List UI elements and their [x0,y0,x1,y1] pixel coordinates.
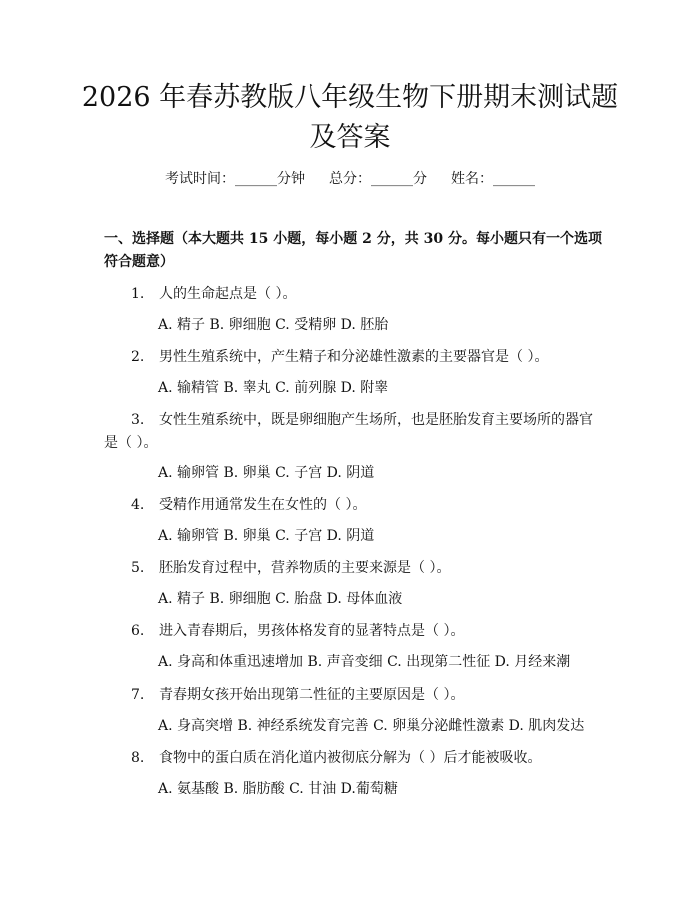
section-heading: 一、选择题（本大题共 15 小题，每小题 2 分，共 30 分。每小题只有一个选项符合题意） [104,231,602,270]
exam-info [0,168,700,188]
question-number: 5. [131,560,145,576]
question-number: 8. [131,750,145,766]
question-1 [131,283,296,306]
question-8 [131,747,541,770]
question-number: 2. [131,349,145,365]
question-5 [131,557,450,580]
page-title [60,78,640,158]
question-3 [104,409,604,455]
question-text: 女性生殖系统中，既是卵细胞产生场所，也是胚胎发育主要场所的器官是（ ）。 [104,412,593,451]
question-number: 4. [131,497,145,513]
question-3-options: A. 输卵管 B. 卵巢 C. 子宫 D. 阴道 [158,465,375,481]
question-1-options: A. 精子 B. 卵细胞 C. 受精卵 D. 胚胎 [158,317,389,333]
question-4 [131,494,366,517]
question-4-options: A. 输卵管 B. 卵巢 C. 子宫 D. 阴道 [158,528,375,544]
student-name-field: 姓名：______ [451,171,535,187]
question-text: 进入青春期后，男孩体格发育的显著特点是（ ）。 [159,623,465,639]
question-6-options: A. 身高和体重迅速增加 B. 声音变细 C. 出现第二性征 D. 月经来潮 [158,654,571,670]
question-7-options: A. 身高突增 B. 神经系统发育完善 C. 卵巢分泌雌性激素 D. 肌肉发达 [158,718,585,734]
question-text: 受精作用通常发生在女性的（ ）。 [159,497,367,513]
question-2-options: A. 输精管 B. 睾丸 C. 前列腺 D. 附睾 [158,380,389,396]
title-line-1: 2026 年春苏教版八年级生物下册期末测试题 [81,82,619,113]
question-text: 食物中的蛋白质在消化道内被彻底分解为（ ）后才能被吸收。 [159,750,542,766]
question-number: 7. [131,687,145,703]
question-text: 男性生殖系统中，产生精子和分泌雄性激素的主要器官是（ ）。 [159,349,549,365]
question-7 [131,684,464,707]
exam-time-field: 考试时间：______分钟 [165,171,305,187]
question-6 [131,620,464,643]
question-number: 6. [131,623,145,639]
question-8-options: A. 氨基酸 B. 脂肪酸 C. 甘油 D.葡萄糖 [158,781,398,797]
question-5-options: A. 精子 B. 卵细胞 C. 胎盘 D. 母体血液 [158,591,403,607]
total-score-field: 总分：______分 [329,171,427,187]
question-text: 人的生命起点是（ ）。 [159,286,297,302]
question-2 [131,346,548,369]
question-text: 青春期女孩开始出现第二性征的主要原因是（ ）。 [159,687,465,703]
question-number: 3. [131,412,145,428]
question-text: 胚胎发育过程中，营养物质的主要来源是（ ）。 [159,560,451,576]
question-number: 1. [131,286,145,302]
title-line-2: 及答案 [309,122,391,153]
